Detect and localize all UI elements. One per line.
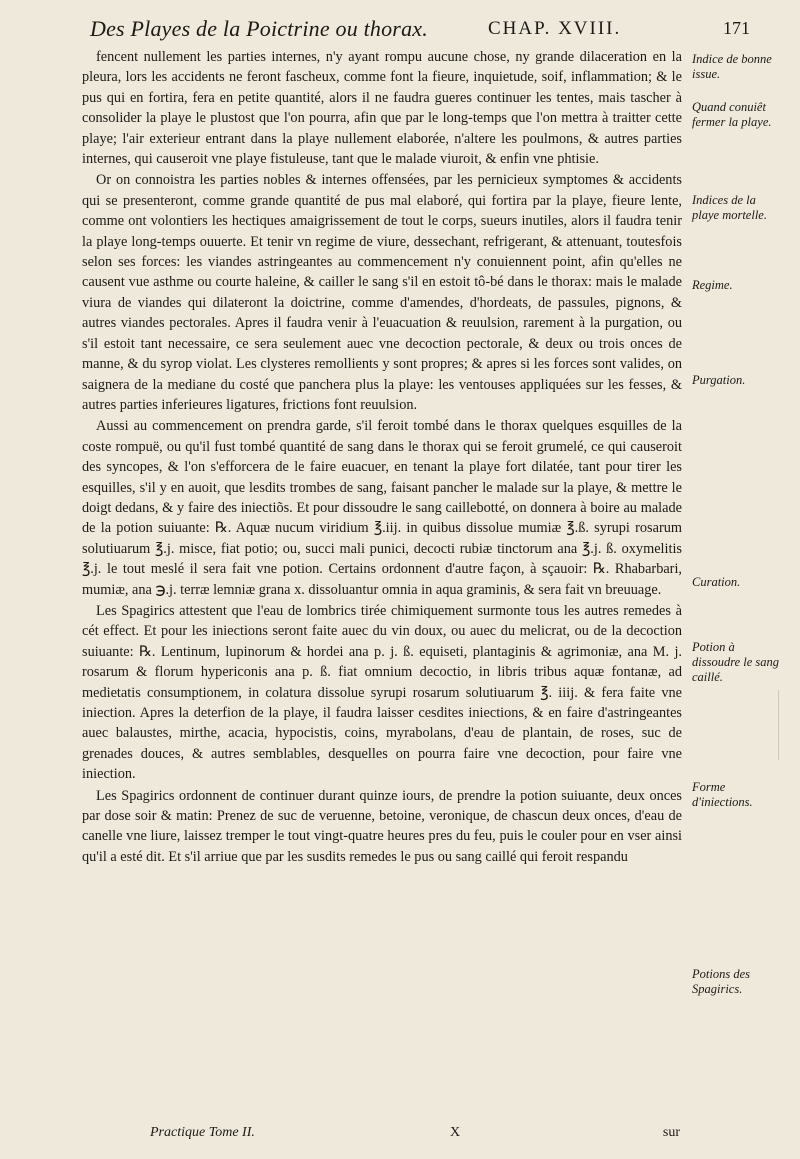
margin-note-curation: Curation. xyxy=(692,575,741,589)
page-edge-mark xyxy=(778,690,800,760)
margin-note-purgation: Purgation. xyxy=(692,373,746,387)
running-title: Des Playes de la Poictrine ou thorax. xyxy=(90,16,428,41)
paragraph: fencent nullement les parties internes, n'y ayant rompu aucune chose, ny grande dilaceration en la pleura, lors les accidents ne feront fascheux, comme font la fieure, inquietude, soif, inflammation; & le pus qui en fortira, fera en petite quantité, alors il ne faudra gueres continuer les tentes, mais tascher à consolider la playe le plustost que l'on pourra, afin que par le long-temps que l'on mettra à traitter cette playe; l'air exterieur entrant dans la playe nullement elaborée, n'altere les poulmons, & autres parties internes, qui causeroit vne playe fistuleuse, tant que le malade viuroit, & enfin vne phtisie. xyxy=(82,49,682,168)
margin-note-quand-fermer: Quand conuiêt fermer la playe. xyxy=(692,100,772,129)
page-number: 171 xyxy=(723,18,750,38)
catchword: sur xyxy=(662,1125,680,1140)
chapter-heading: CHAP. XVIII. xyxy=(488,18,622,39)
page-header xyxy=(90,16,750,46)
signature-mark: X xyxy=(450,1125,461,1140)
footer-running-title: Practique Tome II. xyxy=(150,1125,255,1140)
margin-note-potion-dissoudre: Potion à dissoudre le sang caillé. xyxy=(692,640,780,684)
margin-note-indices-mortelle: Indices de la playe mortelle. xyxy=(692,193,767,222)
margin-note-indice-bonne-issue: Indice de bonne issue. xyxy=(692,52,772,81)
paragraph: Or on connoistra les parties nobles & internes offensées, par les pernicieux symptomes & accidents qui se presenteront, comme grande quantité de pus mal elaboré, qui fortira par la playe, fieure lente, comme ont volontiers les hectiques amaigrissement de tout le corps, sueurs inutiles, alors il faudra tenir la playe long-temps ouuerte. Et tenir vn regime de viure, dessechant, refrigerant, & attenuant, toutesfois selon ses forces: les viandes astringeantes au commencement n'y conuiennent point, afin qu'elles ne causent vue asthme ou courte haleine, & cailler le sang s'il en estoit tô-bé dans le thorax: mais le malade viura de viandes qui dilateront la doictrine, comme d'amendes, d'hordeats, de passules, pignons, & autres viandes pectorales. Apres il faudra venir à l'euacuation & reuulsion, rarement à la purgation, ou s'il estoit tant necessaire, ce sera seulement auec vne decoction pectorale, & deux ou trois onces de manne, & du syrop violat. Les clysteres remollients y sont propres; & apres si les forces sont valides, on saignera de la mediane du costé que panchera plus la playe: les ventouses appliquées sur les fesses, & autres parties inferieures ligatures, frictions font reuulsion. xyxy=(82,172,682,413)
margin-note-forme-iniections: Forme d'iniections. xyxy=(692,780,753,809)
page-footer xyxy=(150,1125,680,1141)
paragraph: Aussi au commencement on prendra garde, s'il feroit tombé dans le thorax quelques esquilles de la coste rompuë, ou qu'il fust tombé quantité de sang dans le thorax qui se feroit grumelé, ce qui causeroit des syncopes, & l'on s'efforcera de le faire euacuer, en tenant la playe fort dilatée, tant pour tirer les esquilles, s'il y en auoit, que lesdits trombes de sang, faisant pancher le malade sur la playe, & mettre le doigt dedans, & y faire des iniectiõs. Et pour dissoudre le sang caillebotté, on donnera à boire au malade de la potion suiuante: ℞. Aquæ nucum viridium ℥.iij. in quibus dissolue mumiæ ℥.ß. syrupi rosarum solutiuarum ℥.j. misce, fiat potio; ou, succi mali punici, decocti rubiæ tinctorum ana ℥.j. ß. oxymelitis ℥.j. le tout meslé il sera fait vne potion. Certains ordonnent d'autre façon, à sçauoir: ℞. Rhabarbari, mumiæ, ana ℈.j. terræ lemniæ grana x. dissoluantur omnia in aqua graminis, & sera fait vn breuuage. xyxy=(82,418,682,598)
main-text xyxy=(82,47,682,867)
margin-note-regime: Regime. xyxy=(692,278,733,292)
paragraph: Les Spagirics attestent que l'eau de lombrics tirée chimiquement surmonte tous les autres remedes à cét effect. Et pour les iniections seront faite auec du vin doux, ou auec du melicrat, ou de la decoction suiuante: ℞. Lentinum, lupinorum & hordei ana p. j. ß. equiseti, plantaginis & agrimoniæ, ana M. j. rosarum & florum hypericonis ana p. ß. fiat omnium decoctio, in libris tribus aquæ fontanæ, ad medietatis consumptionem, in colatura dissolue syrupi rosarum solutiuarum ℥. iiij. & fera faite vne iniection. Apres la deterfion de la playe, il faudra laisser cesdites iniections, & en faire d'astringeantes auec balaustes, mirthe, acacia, hypocistis, coins, myrabolans, d'eau de plantain, de roses, suc de grenades douces, & autres semblables, desquelles on pourra faire vne decoction, pour faire vne iniection. xyxy=(82,602,682,783)
margin-note-potions-spagirics: Potions des Spagirics. xyxy=(692,967,750,996)
paragraph: Les Spagirics ordonnent de continuer durant quinze iours, de prendre la potion suiuante, deux onces par dose soir & matin: Prenez de suc de veruenne, betoine, veronique, de chascun deux onces, d'eau de canelle vne liure, laissez tremper le tout vingt-quatre heures pres du feu, puis le couler pour en vser ainsi qu'il a esté dit. Et s'il arriue que par les susdits remedes le pus ou sang caillé qui feroit respandu xyxy=(82,787,682,865)
